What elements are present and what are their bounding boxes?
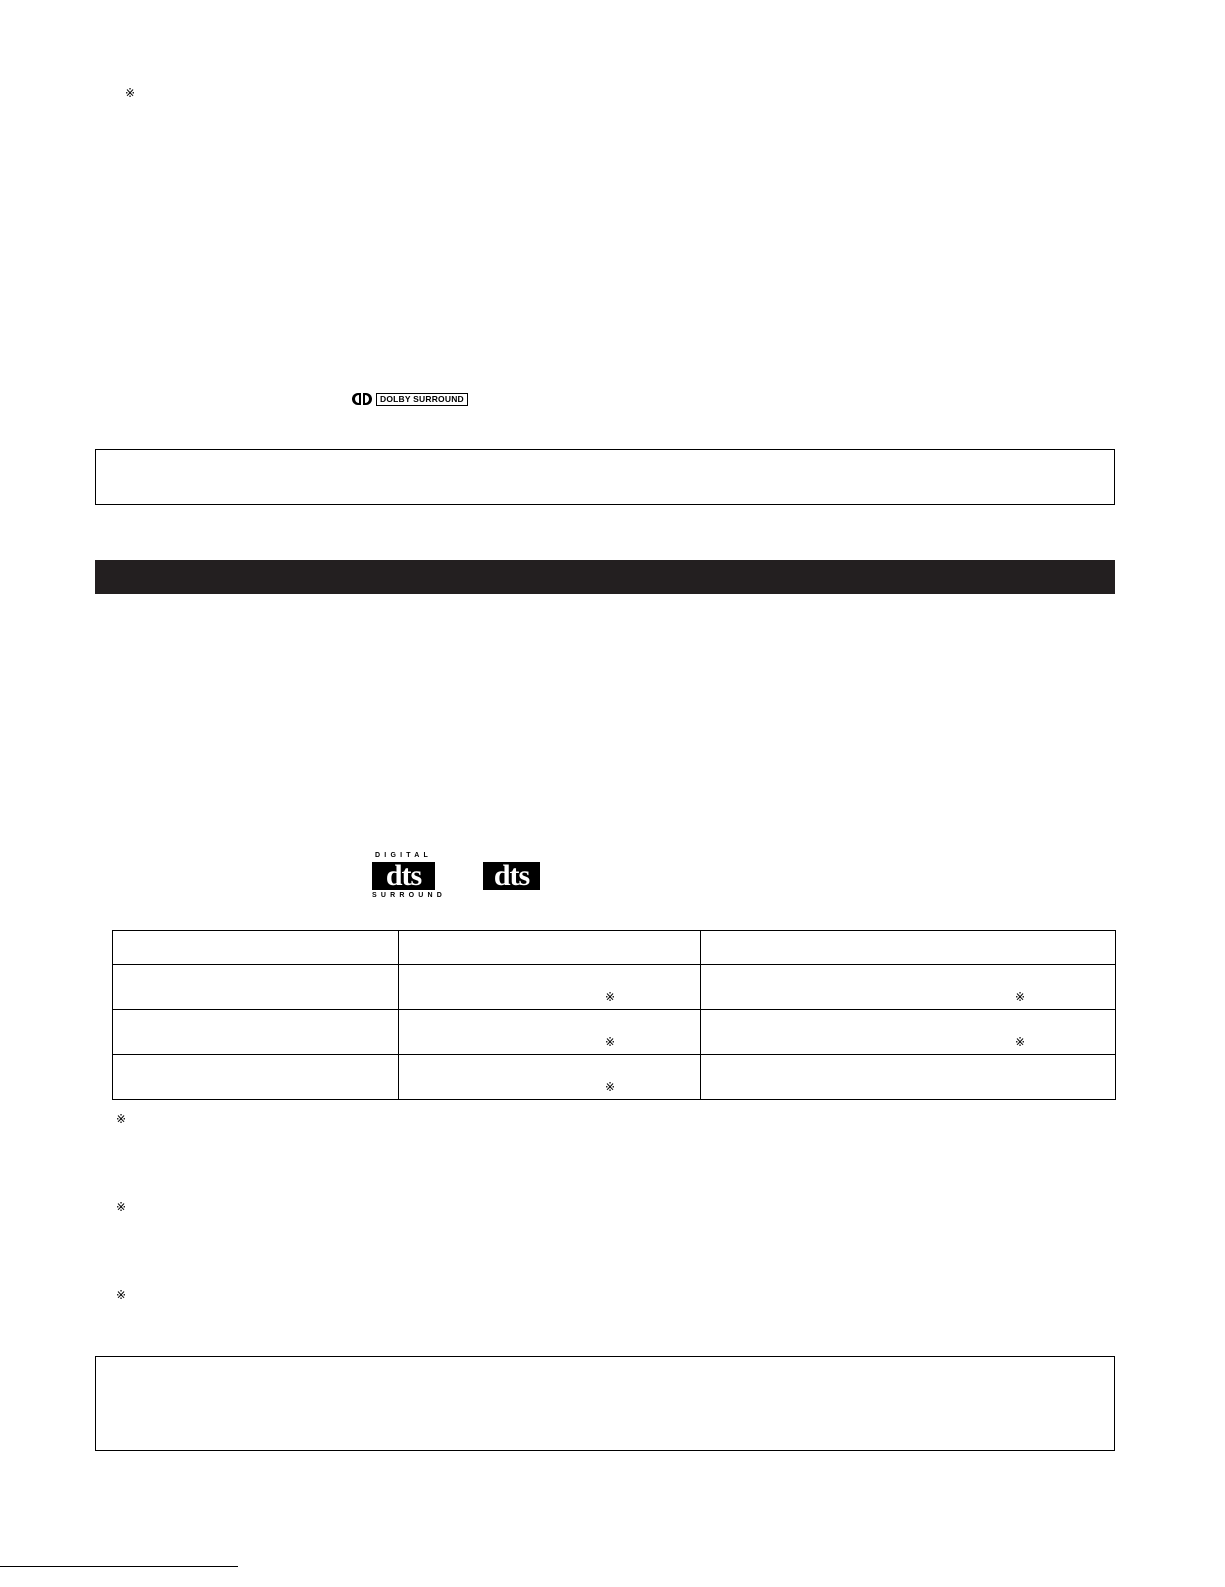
table-cell <box>113 1055 399 1100</box>
table-cell <box>701 1010 1116 1055</box>
table-cell <box>399 965 701 1010</box>
reference-mark: ※ <box>125 86 136 100</box>
table-row <box>113 1055 1116 1100</box>
reference-mark: ※ <box>605 990 616 1004</box>
table-cell <box>399 1010 701 1055</box>
reference-mark: ※ <box>605 1035 616 1049</box>
dts-logo-top-text: DIGITAL <box>375 852 432 859</box>
format-table <box>112 930 1116 1100</box>
footer-rule <box>0 1566 238 1567</box>
dts-digital-surround-logo <box>372 852 447 900</box>
footnote-mark: ※ <box>116 1112 127 1126</box>
dts-logo-main-text: dts <box>372 862 435 890</box>
table-row <box>113 1010 1116 1055</box>
reference-mark: ※ <box>605 1080 616 1094</box>
section-header-bar <box>95 560 1115 594</box>
table-row <box>113 965 1116 1010</box>
note-box <box>95 1356 1115 1451</box>
note-box <box>95 449 1115 505</box>
footnote-mark: ※ <box>116 1288 127 1302</box>
table-header-row <box>113 931 1116 965</box>
reference-mark: ※ <box>1015 1035 1026 1049</box>
table-cell <box>701 965 1116 1010</box>
table-cell <box>701 1055 1116 1100</box>
dolby-logo-text: DOLBY SURROUND <box>376 393 468 406</box>
double-d-icon <box>352 393 372 405</box>
table-cell <box>399 1055 701 1100</box>
footnote-mark: ※ <box>116 1200 127 1214</box>
table-cell <box>113 1010 399 1055</box>
dts-logo-bottom-text: SURROUND <box>372 892 447 899</box>
table-header-cell <box>399 931 701 965</box>
reference-mark: ※ <box>1015 990 1026 1004</box>
dts-logo: dts <box>483 862 540 890</box>
table-header-cell <box>701 931 1116 965</box>
table-header-cell <box>113 931 399 965</box>
table-cell <box>113 965 399 1010</box>
dolby-surround-logo <box>352 392 468 406</box>
